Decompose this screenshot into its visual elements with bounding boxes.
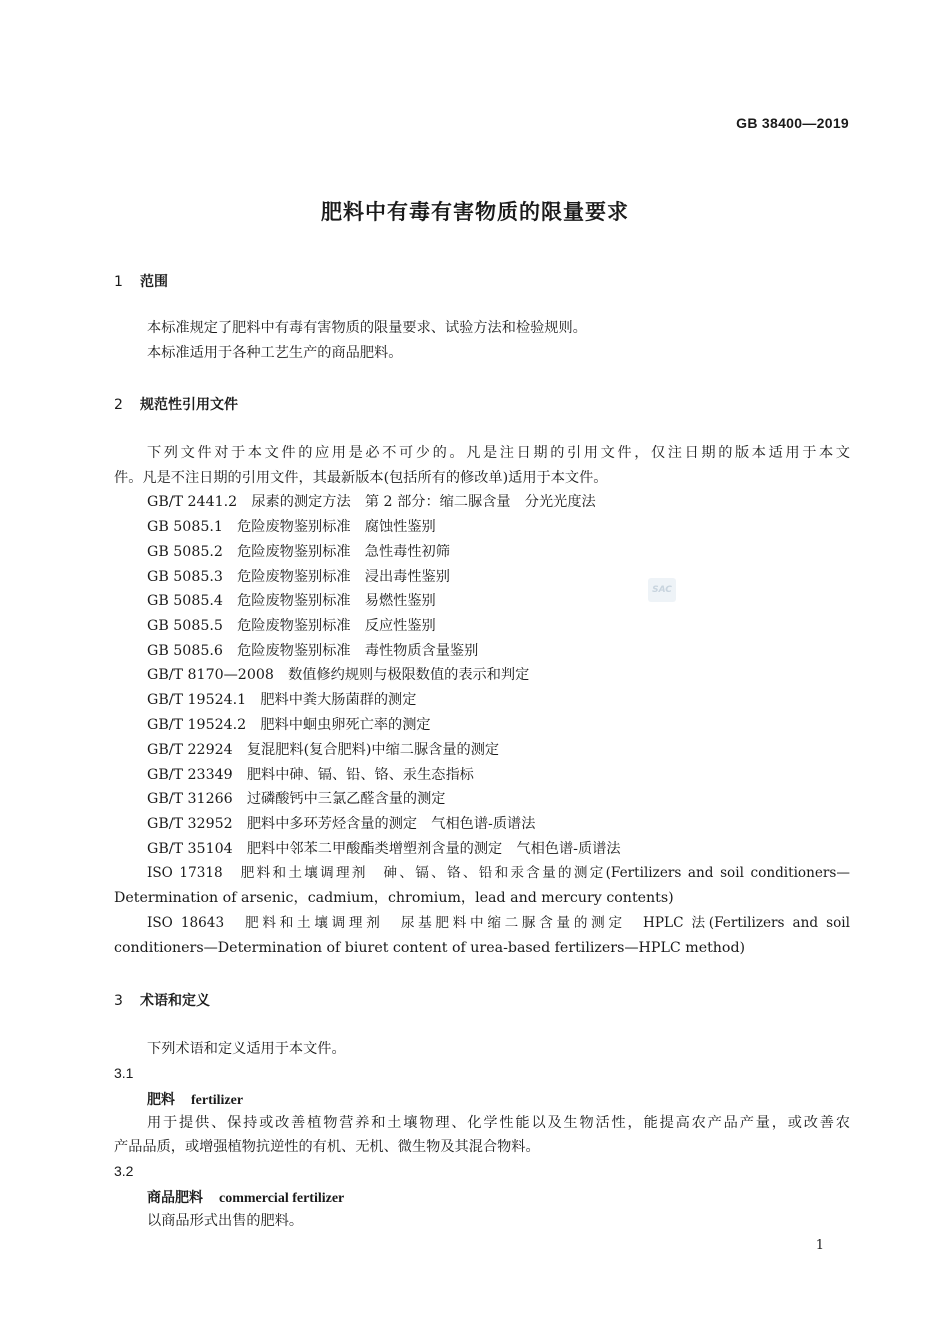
section-title: 范围 (140, 274, 168, 290)
term-definition: 用于提供、保持或改善植物营养和土壤物理、化学性能以及生物活性，能提高农产品产量，或改善农 (147, 1115, 850, 1131)
reference-item: GB 5085.5 危险废物鉴别标准 反应性鉴别 (147, 618, 436, 634)
paragraph: 本标准适用于各种工艺生产的商品肥料。 (147, 345, 403, 361)
section-number: 3 (114, 993, 123, 1009)
section-title: 术语和定义 (140, 993, 210, 1009)
term-cn: 肥料 (147, 1092, 175, 1108)
reference-item-continuation: conditioners—Determination of biuret content of urea-based fertilizers—HPLC method) (114, 940, 746, 956)
page-number: 1 (815, 1238, 824, 1253)
section-number: 1 (114, 274, 123, 290)
reference-item: GB/T 32952 肥料中多环芳烃含量的测定 气相色谱-质谱法 (147, 816, 536, 832)
reference-item: GB 5085.1 危险废物鉴别标准 腐蚀性鉴别 (147, 519, 436, 535)
reference-item: GB/T 2441.2 尿素的测定方法 第 2 部分：缩二脲含量 分光光度法 (147, 494, 596, 510)
reference-item: GB 5085.6 危险废物鉴别标准 毒性物质含量鉴别 (147, 643, 479, 659)
term-definition: 以商品形式出售的肥料。 (147, 1213, 304, 1229)
reference-item: GB 5085.2 危险废物鉴别标准 急性毒性初筛 (147, 544, 450, 560)
reference-item: ISO 18643 肥料和土壤调理剂 尿基肥料中缩二脲含量的测定 HPLC 法(Fertilizers and soil (147, 915, 850, 931)
standard-number: GB 38400—2019 (736, 115, 849, 131)
paragraph: 件。凡是不注日期的引用文件，其最新版本(包括所有的修改单)适用于本文件。 (114, 470, 608, 486)
reference-item: GB 5085.3 危险废物鉴别标准 浸出毒性鉴别 (147, 569, 450, 585)
term-definition: 产品品质，或增强植物抗逆性的有机、无机、微生物及其混合物料。 (114, 1139, 540, 1155)
reference-item: GB/T 19524.1 肥料中粪大肠菌群的测定 (147, 692, 417, 708)
section-title: 规范性引用文件 (140, 397, 238, 413)
term-heading (147, 1187, 344, 1207)
reference-item: GB/T 22924 复混肥料(复合肥料)中缩二脲含量的测定 (147, 742, 500, 758)
reference-item: ISO 17318 肥料和土壤调理剂 砷、镉、铬、铅和汞含量的测定(Fertilizers and soil conditioners— (147, 865, 850, 881)
reference-item: GB/T 31266 过磷酸钙中三氯乙醛含量的测定 (147, 791, 446, 807)
paragraph: 下列术语和定义适用于本文件。 (147, 1041, 346, 1057)
reference-item: GB/T 19524.2 肥料中蛔虫卵死亡率的测定 (147, 717, 431, 733)
reference-item: GB/T 23349 肥料中砷、镉、铅、铬、汞生态指标 (147, 767, 474, 783)
reference-item: GB/T 8170—2008 数值修约规则与极限数值的表示和判定 (147, 667, 530, 683)
term-en: fertilizer (191, 1093, 244, 1108)
term-en: commercial fertilizer (219, 1191, 345, 1206)
sac-watermark: SAC (648, 578, 676, 602)
document-title: 肥料中有毒有害物质的限量要求 (321, 200, 629, 224)
reference-item: GB/T 35104 肥料中邻苯二甲酸酯类增塑剂含量的测定 气相色谱-质谱法 (147, 841, 621, 857)
term-number: 3.2 (114, 1163, 134, 1179)
section-1-heading (114, 271, 168, 291)
section-2-heading (114, 394, 238, 414)
reference-item: GB 5085.4 危险废物鉴别标准 易燃性鉴别 (147, 593, 436, 609)
reference-item-continuation: Determination of arsenic，cadmium，chromium，lead and mercury contents) (114, 890, 674, 906)
paragraph: 本标准规定了肥料中有毒有害物质的限量要求、试验方法和检验规则。 (147, 320, 587, 336)
term-number: 3.1 (114, 1065, 134, 1081)
section-3-heading (114, 990, 210, 1010)
term-heading (147, 1089, 243, 1109)
term-cn: 商品肥料 (147, 1190, 203, 1206)
paragraph: 下列文件对于本文件的应用是必不可少的。凡是注日期的引用文件，仅注日期的版本适用于本文 (147, 445, 850, 461)
section-number: 2 (114, 397, 123, 413)
